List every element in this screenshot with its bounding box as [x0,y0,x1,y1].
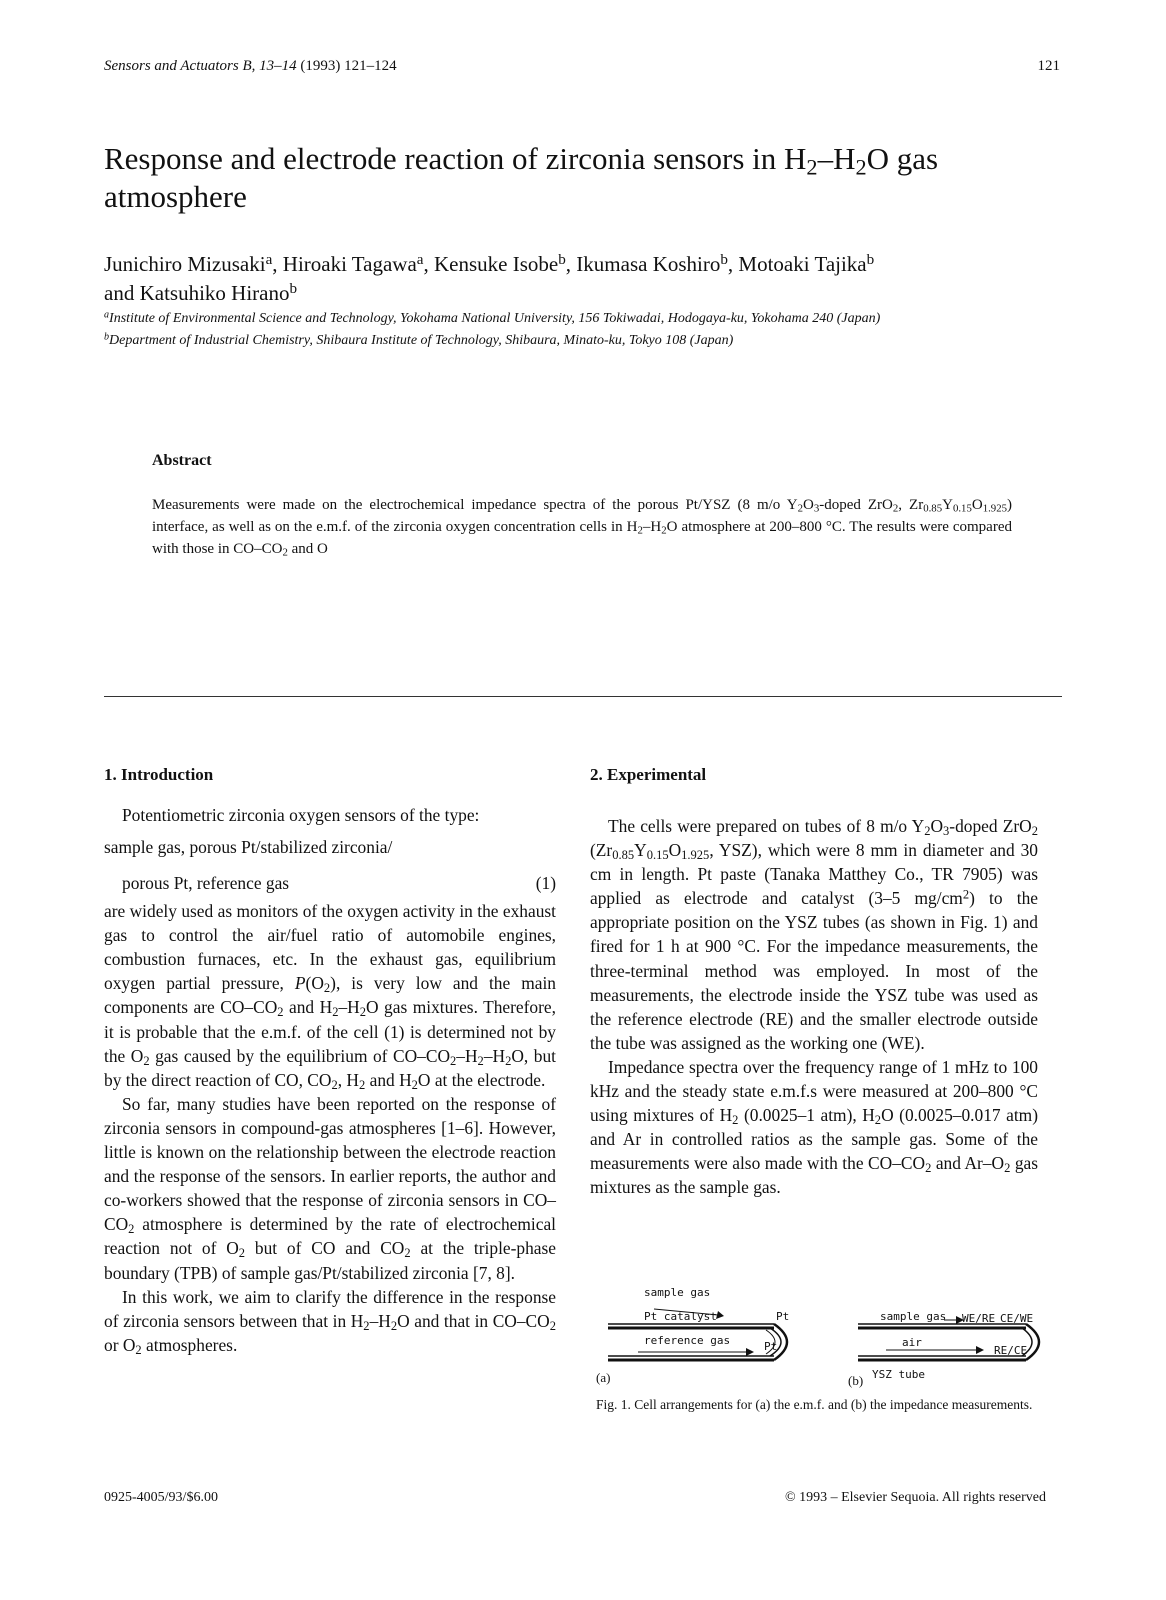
affiliation-a: $^a$Institute of Environmental Science and Technology, Yokohama National University, 156 Tokiwadai, Hodogaya-ku, Yokohama 240 (Japan) [104,309,881,326]
journal-name: Sensors and Actuators B, [104,58,256,74]
author-affil-mark: b [720,252,728,269]
equation-number: (1) [535,873,556,894]
panel-b-cell [848,1310,1039,1388]
cell-equation-line1: sample gas, porous Pt/stabilized zirconia/ [104,837,393,858]
experimental-paragraph: Impedance spectra over the frequency range of 1 mHz to 100 kHz and the steady state e.m.f.s were measured at 200–800 °C using mixtures of $H_2$ (0.0025–1 atm), $H_2O$ (0.0025–0.017 atm) and Ar in controlled ratios as the sample gas. Some of the measurements were also made with the $CO-CO_2$ and $Ar-O_2$ gas mixtures as the sample gas. [590,1056,1039,1198]
abstract-divider [104,696,1062,697]
experimental-column [590,814,1038,1200]
author-name: Hiroaki Tagawa [282,252,417,276]
intro-paragraph: In this work, we aim to clarify the difference in the response of zirconia sensors between that in $H_2-H_2O$ and that in $CO-CO_2$ or $O_2$ atmospheres. [104,1286,556,1357]
intro-paragraph: Potentiometric zirconia oxygen sensors of the type: [122,805,480,825]
author-name: Junichiro Mizusaki [104,252,266,276]
figure-1 [596,1282,1046,1392]
figure-1-diagram [596,1282,1046,1392]
arrow-head [976,1346,984,1354]
author-affil-mark: b [866,252,875,269]
paper-title: Response and electrode reaction of zirconia sensors in $H_2-H_2O$ gas atmosphere [104,141,939,214]
label-pt-end: Pt [764,1340,778,1353]
author-name: Ikumasa Koshiro [576,252,721,276]
label-ysz-tube: YSZ tube [872,1368,925,1381]
author-name: Kensuke Isobe [434,252,559,276]
label-sample-gas: sample gas [644,1286,711,1299]
running-head [104,58,397,75]
label-ce-we: CE/WE [1000,1312,1034,1325]
abstract-body: Measurements were made on the electrochemical impedance spectra of the porous Pt/YSZ (8 m/o $Y_2O_3$-doped ZrO$_2$, $Zr_{0.85}Y_{0.15}O_{1.925}$) interface, as well as on the e.m.f. of the zirconia oxygen concentration cells in $H_2-H_2O$ atmosphere at 200–800 °C. The results were compared with those in $CO-CO_2$ and O [152,497,1012,559]
intro-paragraph: So far, many studies have been reported on the response of zirconia sensors in compound-gas atmospheres [1–6]. However, little is known on the relationship between the electrode reaction and the response of the sensors. In earlier reports, the author and co-workers showed that the response of zirconia sensors in $CO-CO_2$ atmosphere is determined by the rate of electrochemical reaction not of $O_2$ but of CO and $CO_2$ at the triple-phase boundary (TPB) of sample gas/Pt/stabilized zirconia [7, 8]. [104,1093,557,1283]
section-heading-experimental: 2. Experimental [590,765,707,784]
panel-a-cell [596,1286,789,1385]
introduction-column [104,803,556,1357]
label-reference-gas: reference gas [644,1334,731,1347]
intro-paragraph: are widely used as monitors of the oxygen activity in the exhaust gas to control the air/fuel ratio of automobile engines, combustion furnaces, etc. In the exhaust gas, equilibrium oxygen partial pressure, $P(O_2)$, is very low and the main components are $CO-CO_2$ and $H_2-H_2O$ gas mixtures. Therefore, it is probable that the e.m.f. of the cell (1) is determined not by the $O_2$ gas caused by the equilibrium of $CO-CO_2-H_2-H_2O$, but by the direct reaction of CO, $CO_2$, $H_2$ and $H_2O$ at the electrode. [104,901,556,1092]
panel-a-label: (a) [596,1370,611,1385]
label-we-re: WE/RE [962,1312,996,1325]
arrow-head [746,1348,754,1356]
label-pt-catalyst: Pt catalyst [644,1310,717,1323]
label-pt-top: Pt [776,1310,790,1323]
author-affil-mark: b [558,252,566,269]
label-air: air [902,1336,922,1349]
label-re-ce: RE/CE [994,1344,1028,1357]
affiliations [104,308,1064,352]
journal-year-pages: (1993) 121–124 [300,58,397,74]
journal-volume: 13–14 [259,58,297,74]
figure-1-caption: Fig. 1. Cell arrangements for (a) the e.m.f. and (b) the impedance measurements. [596,1397,1033,1412]
page-number: 121 [1037,58,1060,74]
panel-b-label: (b) [848,1373,864,1388]
affiliation-b: $^b$Department of Industrial Chemistry, Shibaura Institute of Technology, Shibaura, Minato-ku, Tokyo 108 (Japan) [104,331,734,348]
author-affil-mark: a [416,252,424,269]
label-sample-gas: sample gas [880,1310,947,1323]
cell-equation-line2: porous Pt, reference gas (1) [122,873,556,894]
author-name: Katsuhiko Hirano [139,281,290,305]
footer-code: 0925-4005/93/$6.00 [104,1490,218,1505]
abstract-heading: Abstract [152,452,212,469]
section-heading-introduction: 1. Introduction [104,765,214,784]
author-affil-mark: a [265,252,273,269]
footer-copyright: © 1993 – Elsevier Sequoia. All rights reserved [784,1490,1046,1505]
experimental-paragraph: The cells were prepared on tubes of 8 m/o $Y_2O_3$-doped ZrO$_2$ ($Zr_{0.85}Y_{0.15}O_{1.925}$, YSZ), which were 8 mm in diameter and 30 cm in length. Pt paste (Tanaka Matthey Co., TR 7905) was applied as electrode and catalyst (3–5 $mg/cm^2$) to the appropriate position on the YSZ tubes (as shown in Fig. 1) and fired for 1 h at 900 °C. For the impedance measurements, the three-terminal method was employed. In most of the measurements, the electrode inside the YSZ tube was used as the reference electrode (RE) and the smaller electrode outside the tube was assigned as the working one (WE). [590,816,1038,1053]
author-name: Motoaki Tajika [738,252,867,276]
author-list: Junichiro Mizusaki$^a$, Hiroaki Tagawa$^a$, Kensuke Isobe$^b$, Ikumasa Koshiro$^b$, Motoaki Tajika$^b$ and Katsuhiko Hirano$^b$ [104,252,875,305]
author-affil-mark: b [289,281,298,298]
arrow-head [716,1311,724,1319]
